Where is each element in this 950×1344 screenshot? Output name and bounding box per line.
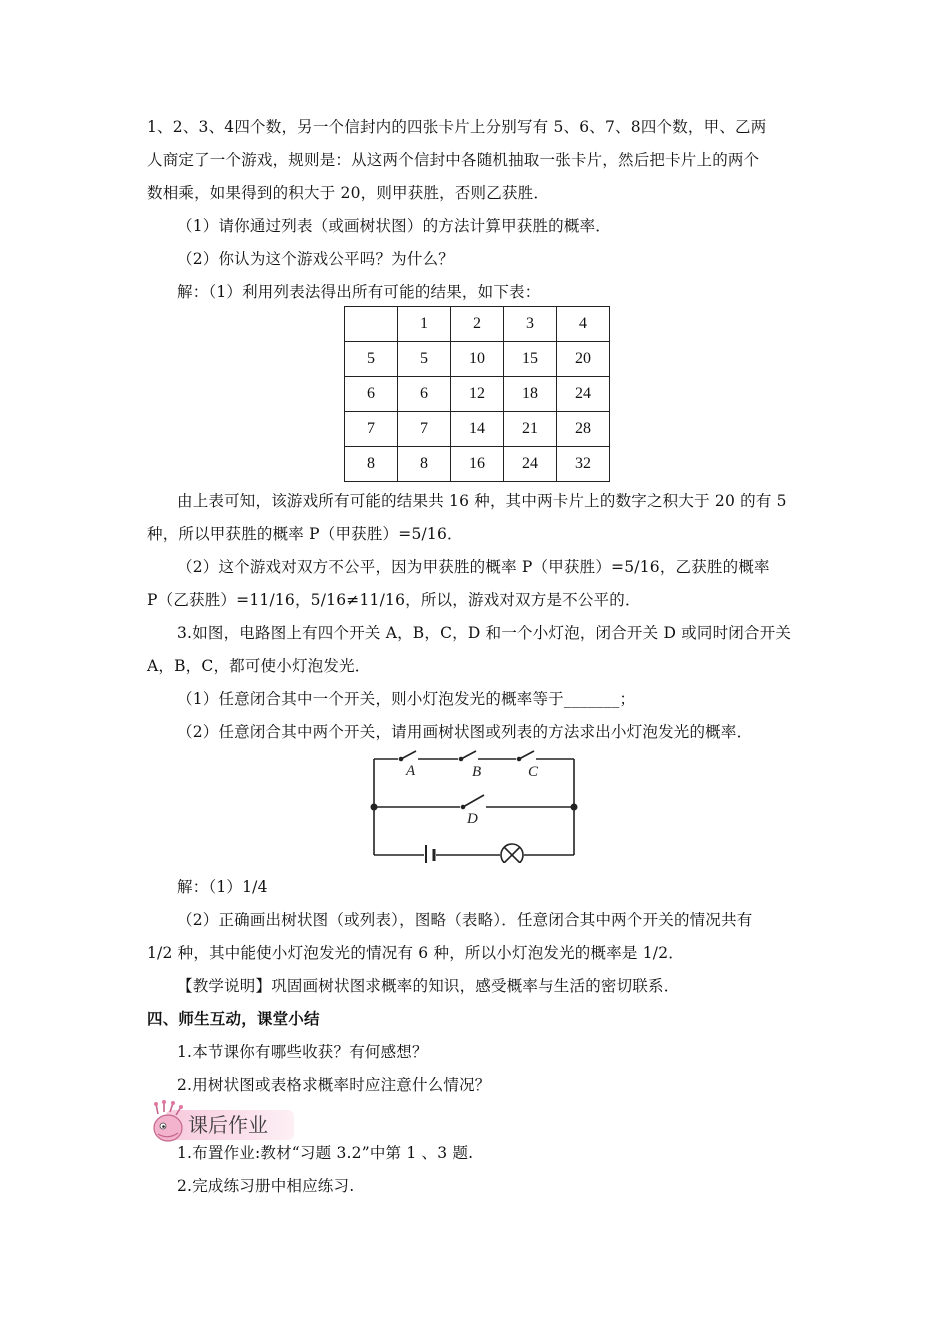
paragraph-line: 由上表可知，该游戏所有可能的结果共 16 种，其中两卡片上的数字之积大于 20 的有 5 bbox=[177, 492, 787, 510]
paragraph-line: （2）这个游戏对双方不公平，因为甲获胜的概率 P（甲获胜）=5/16，乙获胜的概率 bbox=[177, 558, 770, 576]
label-d: D bbox=[467, 811, 478, 827]
circuit-diagram bbox=[368, 745, 584, 863]
mascot-icon bbox=[154, 1100, 183, 1141]
table-cell: 28 bbox=[557, 412, 610, 447]
table-header-row bbox=[345, 307, 610, 342]
lamp-icon bbox=[501, 844, 523, 863]
paragraph-line: 数相乘，如果得到的积大于 20，则甲获胜，否则乙获胜． bbox=[147, 184, 550, 202]
table-header-cell: 2 bbox=[451, 307, 504, 342]
switch-a-pivot bbox=[399, 757, 403, 761]
table-cell: 32 bbox=[557, 447, 610, 482]
table-cell: 7 bbox=[345, 412, 398, 447]
label-b: B bbox=[472, 764, 482, 780]
product-table bbox=[344, 306, 610, 482]
table-header-cell: 1 bbox=[398, 307, 451, 342]
table-cell: 6 bbox=[345, 377, 398, 412]
table-cell: 5 bbox=[345, 342, 398, 377]
switch-c bbox=[519, 751, 534, 759]
question-2: （2）任意闭合其中两个开关，请用画树状图或列表的方法求出小灯泡发光的概率． bbox=[177, 723, 753, 741]
homework-item: 2.完成练习册中相应练习. bbox=[177, 1177, 355, 1195]
table-cell: 24 bbox=[504, 447, 557, 482]
table-row bbox=[345, 377, 610, 412]
table-cell: 20 bbox=[557, 342, 610, 377]
switch-d-pivot bbox=[461, 805, 465, 809]
paragraph-line: 1/2 种，其中能使小灯泡发光的情况有 6 种，所以小灯泡发光的概率是 1/2． bbox=[147, 944, 684, 962]
table-cell: 14 bbox=[451, 412, 504, 447]
table-header-cell: 3 bbox=[504, 307, 557, 342]
table-cell: 18 bbox=[504, 377, 557, 412]
table-cell: 12 bbox=[451, 377, 504, 412]
table-cell: 8 bbox=[345, 447, 398, 482]
table-cell: 10 bbox=[451, 342, 504, 377]
paragraph-line: 1、2、3、4四个数，另一个信封内的四张卡片上分别写有 5、6、7、8四个数，甲、乙两 bbox=[147, 118, 767, 136]
table-cell: 8 bbox=[398, 447, 451, 482]
table-corner-cell bbox=[345, 307, 398, 342]
table-header-cell: 4 bbox=[557, 307, 610, 342]
paragraph-line: 种，所以甲获胜的概率 P（甲获胜）=5/16． bbox=[147, 525, 463, 543]
answer-1: 解：（1）1/4 bbox=[177, 878, 268, 896]
summary-item: 1.本节课你有哪些收获？有何感想？ bbox=[177, 1043, 428, 1061]
badge-title: 课后作业 bbox=[188, 1113, 268, 1137]
switch-b bbox=[461, 751, 476, 759]
switch-b-pivot bbox=[459, 757, 463, 761]
homework-badge bbox=[148, 1100, 298, 1148]
switch-a bbox=[401, 751, 416, 759]
label-a: A bbox=[406, 763, 416, 779]
homework-item: 1.布置作业:教材“习题 3.2”中第 1 、3 题. bbox=[177, 1144, 474, 1162]
table-row bbox=[345, 412, 610, 447]
paragraph-line: P（乙获胜）=11/16，5/16≠11/16，所以，游戏对双方是不公平的． bbox=[147, 591, 641, 609]
question-2: （2）你认为这个游戏公平吗？为什么？ bbox=[177, 250, 454, 268]
solution-intro: 解：（1）利用列表法得出所有可能的结果，如下表： bbox=[177, 283, 541, 301]
question-1: （1）请你通过列表（或画树状图）的方法计算甲获胜的概率． bbox=[177, 217, 611, 235]
table-row bbox=[345, 447, 610, 482]
label-c: C bbox=[528, 764, 539, 780]
table-cell: 15 bbox=[504, 342, 557, 377]
switch-c-pivot bbox=[517, 757, 521, 761]
question-1: （1）任意闭合其中一个开关，则小灯泡发光的概率等于_______； bbox=[177, 690, 636, 708]
table-cell: 5 bbox=[398, 342, 451, 377]
table-cell: 6 bbox=[398, 377, 451, 412]
table-cell: 16 bbox=[451, 447, 504, 482]
teaching-note: 【教学说明】巩固画树状图求概率的知识，感受概率与生活的密切联系． bbox=[177, 977, 680, 995]
junction-right bbox=[571, 804, 577, 810]
table-cell: 7 bbox=[398, 412, 451, 447]
problem-3: 3.如图，电路图上有四个开关 A，B，C，D 和一个小灯泡，闭合开关 D 或同时闭合开关 bbox=[177, 624, 792, 642]
switch-d bbox=[463, 795, 484, 807]
junction-left bbox=[371, 804, 377, 810]
table-row bbox=[345, 342, 610, 377]
table-cell: 24 bbox=[557, 377, 610, 412]
summary-item: 2.用树状图或表格求概率时应注意什么情况？ bbox=[177, 1076, 491, 1094]
paragraph-line: A，B，C，都可使小灯泡发光． bbox=[147, 657, 371, 675]
table-cell: 21 bbox=[504, 412, 557, 447]
answer-2: （2）正确画出树状图（或列表），图略（表略）．任意闭合其中两个开关的情况共有 bbox=[177, 911, 753, 929]
section-heading: 四、师生互动，课堂小结 bbox=[147, 1009, 320, 1028]
paragraph-line: 人商定了一个游戏，规则是：从这两个信封中各随机抽取一张卡片，然后把卡片上的两个 bbox=[147, 151, 760, 169]
